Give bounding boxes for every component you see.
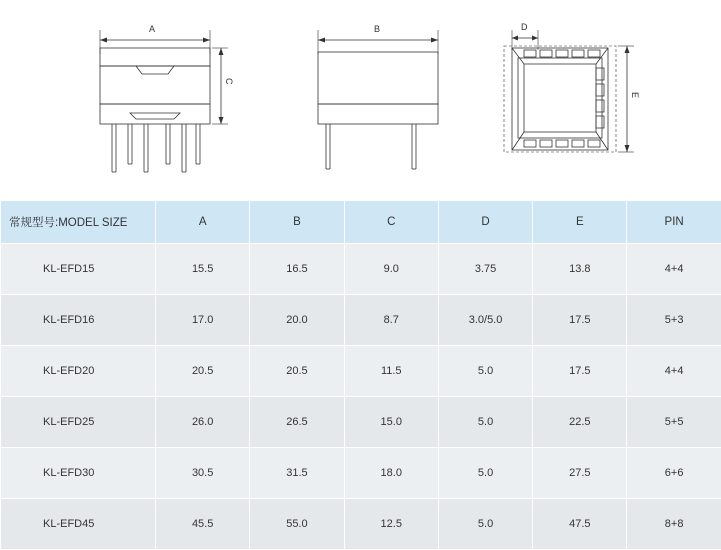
column-header-c: C	[344, 201, 438, 244]
top-view-dim-d-label: D	[521, 22, 528, 32]
cell-d: 5.0	[438, 499, 532, 550]
cell-a: 17.0	[156, 295, 250, 346]
cell-e: 17.5	[533, 346, 627, 397]
cell-c: 9.0	[344, 244, 438, 295]
cell-e: 27.5	[533, 448, 627, 499]
column-header-model: 常规型号:MODEL SIZE	[1, 201, 156, 244]
cell-c: 12.5	[344, 499, 438, 550]
cell-d: 5.0	[438, 346, 532, 397]
cell-a: 26.0	[156, 397, 250, 448]
cell-c: 8.7	[344, 295, 438, 346]
side-view-dim-b-label: B	[374, 24, 380, 34]
cell-b: 31.5	[250, 448, 344, 499]
spec-table-wrapper	[0, 200, 721, 550]
table-row	[1, 499, 721, 550]
cell-c: 15.0	[344, 397, 438, 448]
column-header-d: D	[438, 201, 532, 244]
top-view-dim-e-label: E	[630, 92, 640, 98]
cell-a: 30.5	[156, 448, 250, 499]
cell-c: 18.0	[344, 448, 438, 499]
table-row	[1, 244, 721, 295]
cell-pin: 8+8	[627, 499, 721, 550]
cell-b: 20.0	[250, 295, 344, 346]
cell-pin: 4+4	[627, 346, 721, 397]
cell-model: KL-EFD30	[1, 448, 156, 499]
cell-pin: 5+3	[627, 295, 721, 346]
cell-a: 20.5	[156, 346, 250, 397]
side-view-drawing	[300, 14, 460, 184]
cell-d: 5.0	[438, 448, 532, 499]
cell-model: KL-EFD15	[1, 244, 156, 295]
cell-c: 11.5	[344, 346, 438, 397]
cell-a: 45.5	[156, 499, 250, 550]
cell-e: 47.5	[533, 499, 627, 550]
table-header-row	[1, 201, 721, 244]
cell-pin: 5+5	[627, 397, 721, 448]
cell-model: KL-EFD25	[1, 397, 156, 448]
column-header-pin: PIN	[627, 201, 721, 244]
drawings-area	[0, 0, 721, 196]
cell-model: KL-EFD20	[1, 346, 156, 397]
column-header-a: A	[156, 201, 250, 244]
cell-d: 3.0/5.0	[438, 295, 532, 346]
spec-table	[0, 200, 721, 550]
cell-b: 55.0	[250, 499, 344, 550]
top-view-drawing	[490, 14, 650, 184]
column-header-e: E	[533, 201, 627, 244]
column-header-b: B	[250, 201, 344, 244]
cell-model: KL-EFD16	[1, 295, 156, 346]
cell-e: 13.8	[533, 244, 627, 295]
cell-d: 5.0	[438, 397, 532, 448]
table-row	[1, 448, 721, 499]
cell-pin: 4+4	[627, 244, 721, 295]
cell-b: 20.5	[250, 346, 344, 397]
cell-model: KL-EFD45	[1, 499, 156, 550]
cell-a: 15.5	[156, 244, 250, 295]
front-view-dim-c-label: C	[224, 78, 234, 85]
cell-pin: 6+6	[627, 448, 721, 499]
table-row	[1, 346, 721, 397]
cell-b: 16.5	[250, 244, 344, 295]
front-view-drawing	[78, 14, 243, 184]
front-view-dim-a-label: A	[149, 24, 155, 34]
table-row	[1, 295, 721, 346]
cell-b: 26.5	[250, 397, 344, 448]
cell-e: 22.5	[533, 397, 627, 448]
cell-d: 3.75	[438, 244, 532, 295]
cell-e: 17.5	[533, 295, 627, 346]
table-row	[1, 397, 721, 448]
